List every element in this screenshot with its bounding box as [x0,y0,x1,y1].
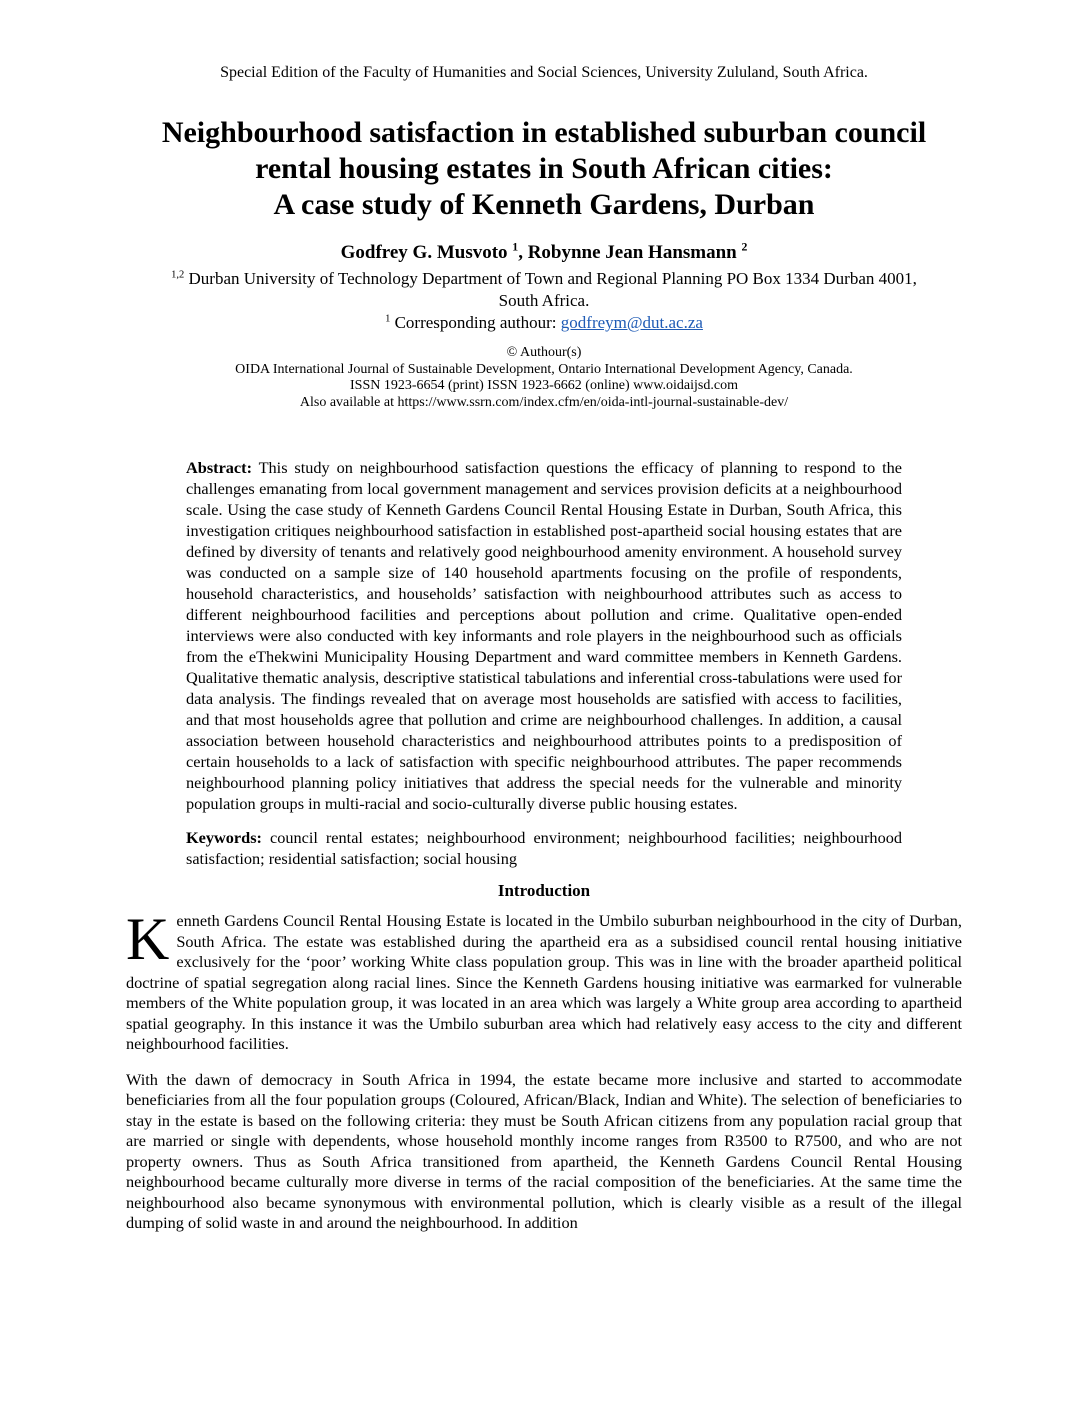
author-2-name: , Robynne Jean Hansmann [518,242,742,263]
authors-line [0,241,1088,265]
issn-line: ISSN 1923-6654 (print) ISSN 1923-6662 (online) www.oidaijsd.com [350,378,738,393]
availability-line: Also available at https://www.ssrn.com/index.cfm/en/oida-intl-journal-sustainable-dev/ [299,394,789,410]
author-1-name: Godfrey G. Musvoto [340,242,513,263]
corresponding-superscript: 1 [385,313,391,325]
drop-cap-letter: K [126,906,170,972]
author-2-superscript: 2 [741,240,748,254]
keywords-paragraph [186,827,902,869]
corresponding-email-link[interactable]: godfreym@dut.ac.za [560,313,703,332]
affiliation-line2: South Africa. [498,291,590,310]
introduction-paragraph-1 [126,906,962,1055]
abstract-text: This study on neighbourhood satisfaction questions the efficacy of planning to respond to the challenges emanating from local government management and services provision deficits at a neighbourhood scale. Using the case study of Kenneth Gardens Council Rental Housing Estate in Durban, South Africa, this investigation critiques neighbourhood satisfaction in established post-apartheid social housing estates that are defined by diversity of tenants and relatively good neighbourhood amenity environment. A household survey was conducted on a sample size of 140 household apartments focusing on the profile of respondents, household characteristics, and households’ satisfaction with neighbourhood attributes such as access to different neighbourhood facilities and perceptions about pollution and crime. Qualitative open-ended interviews were also conducted with key informants and role players in the neighbourhood such as officials from the eThekwini Municipality Housing Department and ward committee members in Kenneth Gardens. Qualitative thematic analysis, descriptive statistical tabulations and inferential cross-tabulations were used for data analysis. The findings revealed that on average most households are satisfied with access to facilities, and that most households agree that pollution and crime are neighbourhood challenges. In addition, a causal association between household characteristics and neighbourhood attributes points to a predisposition of certain households to a lack of satisfaction with specific neighbourhood attributes. The paper recommends neighbourhood planning policy initiatives that address the special needs for the vulnerable and minority population groups in multi-racial and socio-culturally diverse public housing estates. [186,458,902,813]
corresponding-label: Corresponding authour: [390,313,561,332]
keywords-label: Keywords: [186,828,262,847]
affiliation-superscript: 1,2 [171,269,185,281]
keywords-text: council rental estates; neighbourhood environment; neighbourhood facilities; neighbourhood satisfaction; residential satisfaction; social housing [186,828,902,868]
affiliation-block [0,268,1088,312]
introduction-paragraph-1-text: enneth Gardens Council Rental Housing Estate is located in the Umbilo suburban neighbourhood in the city of Durban, South Africa. The estate was established during the apartheid era as a subsidised council rental housing initiative exclusively for the ‘poor’ working White class population group. This was in line with the broader apartheid political doctrine of spatial segregation along racial lines. Since the Kenneth Gardens housing initiative was earmarked for vulnerable members of the White population group, it was located in an area which was largely a White group area according to apartheid spatial geography. In this instance it was the Umbilo suburban area which had relatively easy access to the city and different neighbourhood facilities. [126,911,962,1053]
abstract-paragraph [186,457,902,814]
introduction-paragraph-2: With the dawn of democracy in South Africa in 1994, the estate became more inclusive and started to accommodate beneficiaries from all the four population groups (Coloured, African/Black, Indian and White). The selection of beneficiaries to stay in the estate is based on the following criteria: they must be South African citizens from any population racial group that are married or single with dependents, whose household monthly income ranges from R3500 to R7500, and who are not property owners. Thus as South Africa transitioned from apartheid, the Kenneth Gardens Council Rental Housing neighbourhood became culturally more diverse in terms of the racial composition of the beneficiaries. At the same time the neighbourhood also became synonymous with environmental pollution, which is clearly visible as a result of the illegal dumping of solid waste in and around the neighbourhood. In addition [126,1069,962,1232]
journal-edition-header: Special Edition of the Faculty of Humanities and Social Sciences, University Zululand, South Africa. [220,64,868,81]
journal-name-line: OIDA International Journal of Sustainable Development, Ontario International Development Agency, Canada. [235,361,853,377]
copyright-line: © Authour(s) [506,345,582,360]
paper-title-line2: rental housing estates in South African cities: [255,152,833,185]
introduction-heading: Introduction [497,881,591,900]
author-1-superscript: 1 [512,240,519,254]
publisher-block [0,345,1088,411]
corresponding-author-line [0,312,1088,334]
affiliation-line1 [0,268,1088,290]
paper-title-line3: A case study of Kenneth Gardens, Durban [273,188,815,221]
affiliation-text: Durban University of Technology Department of Town and Regional Planning PO Box 1334 Durban 4001, [184,269,917,288]
paper-title [0,115,1088,223]
abstract-label: Abstract: [186,458,253,477]
paper-title-line1: Neighbourhood satisfaction in established suburban council [161,116,927,149]
